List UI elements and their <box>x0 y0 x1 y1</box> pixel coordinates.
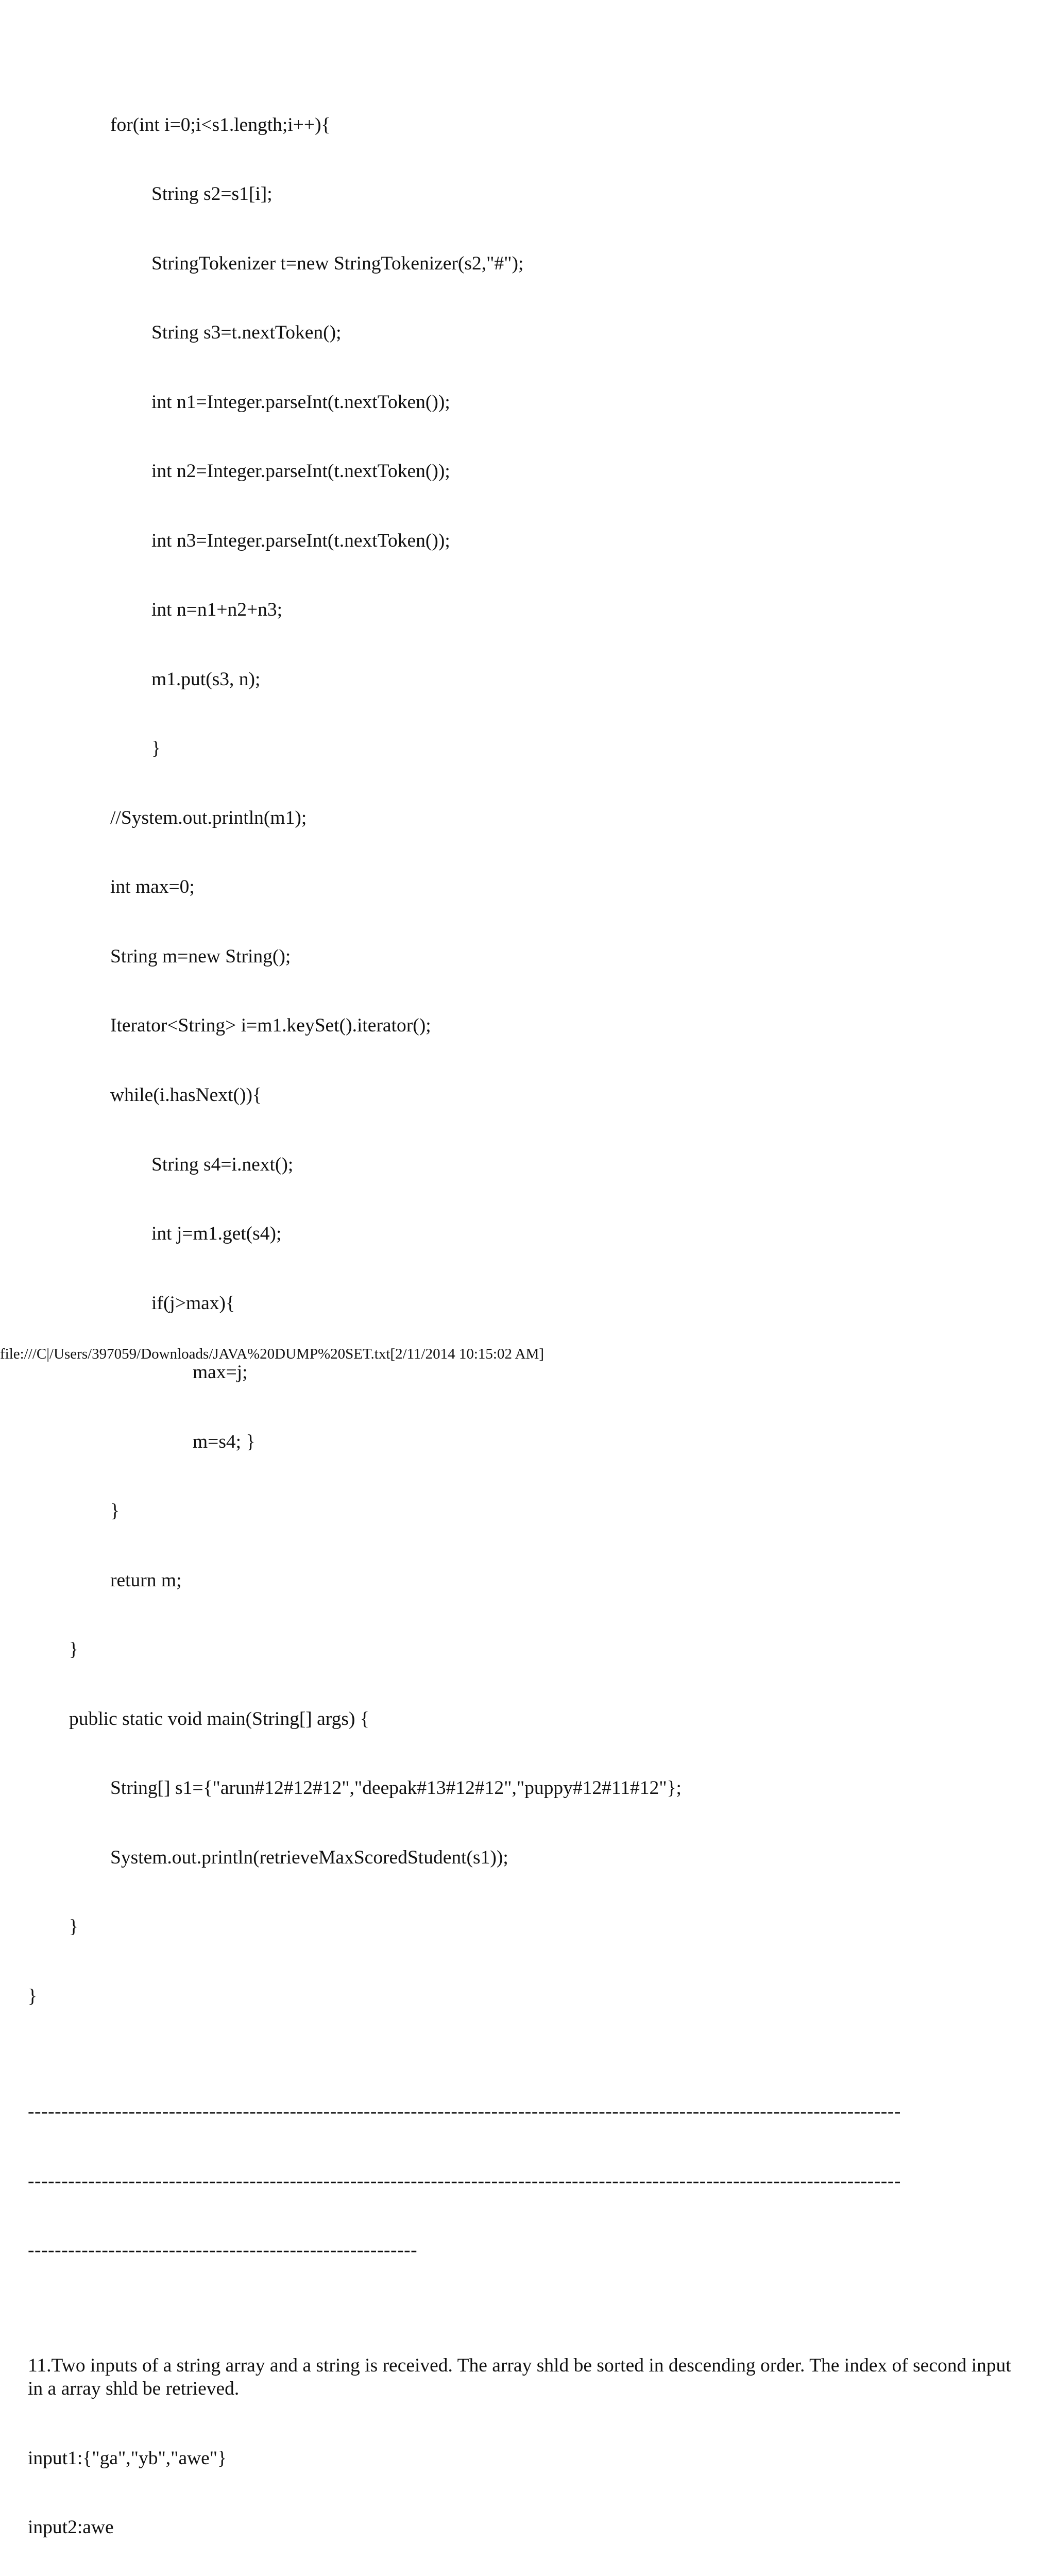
code-line: while(i.hasNext()){ <box>110 1084 262 1106</box>
code-line: String m=new String(); <box>110 945 291 967</box>
code-line: int j=m1.get(s4); <box>151 1223 282 1245</box>
code-line: } <box>151 738 161 759</box>
code-line: String[] s1={"arun#12#12#12","deepak#13#12#12","puppy#12#11#12"}; <box>110 1777 682 1799</box>
code-line: } <box>69 1916 78 1938</box>
separator-line: ---------------------------------------------------------- <box>28 2240 418 2261</box>
separator-line: ---------------------------------------------------------------------------------------------------------------------------------- <box>28 2170 901 2192</box>
code-line: max=j; <box>193 1362 248 1383</box>
code-line: StringTokenizer t=new StringTokenizer(s2,"#"); <box>151 252 524 274</box>
file-path-footer: file:///C|/Users/397059/Downloads/JAVA%20DUMP%20SET.txt[2/11/2014 10:15:02 AM] <box>0 1346 544 1362</box>
code-listing <box>28 44 1037 2576</box>
code-line: return m; <box>110 1569 182 1591</box>
code-line: public static void main(String[] args) { <box>69 1708 369 1730</box>
code-line: String s4=i.next(); <box>151 1154 294 1175</box>
code-line: int n3=Integer.parseInt(t.nextToken()); <box>151 530 450 551</box>
question-input1: input1:{"ga","yb","awe"} <box>28 2447 227 2469</box>
code-line: m1.put(s3, n); <box>151 668 261 690</box>
question-input2: input2:awe <box>28 2517 114 2538</box>
code-line: } <box>110 1500 120 1522</box>
code-line: for(int i=0;i<s1.length;i++){ <box>110 114 331 135</box>
code-line: } <box>69 1639 78 1660</box>
code-line: int n=n1+n2+n3; <box>151 599 283 621</box>
code-line: //System.out.println(m1); <box>110 807 307 828</box>
code-line: Iterator<String> i=m1.keySet().iterator(); <box>110 1015 431 1037</box>
question-text: 11.Two inputs of a string array and a string is received. The array shld be sorted in descending order. The index of second input in a array shld be retrieved. <box>28 2355 1011 2400</box>
code-line: m=s4; } <box>193 1431 256 1452</box>
separator-line: ---------------------------------------------------------------------------------------------------------------------------------- <box>28 2101 901 2123</box>
code-line: String s2=s1[i]; <box>151 183 273 205</box>
code-line: String s3=t.nextToken(); <box>151 322 342 344</box>
code-line: int max=0; <box>110 876 195 898</box>
code-line: if(j>max){ <box>151 1292 235 1314</box>
code-line: int n1=Integer.parseInt(t.nextToken()); <box>151 391 450 413</box>
code-line: } <box>28 1985 37 2007</box>
code-line: System.out.println(retrieveMaxScoredStudent(s1)); <box>110 1846 508 1868</box>
code-line: int n2=Integer.parseInt(t.nextToken()); <box>151 461 450 482</box>
